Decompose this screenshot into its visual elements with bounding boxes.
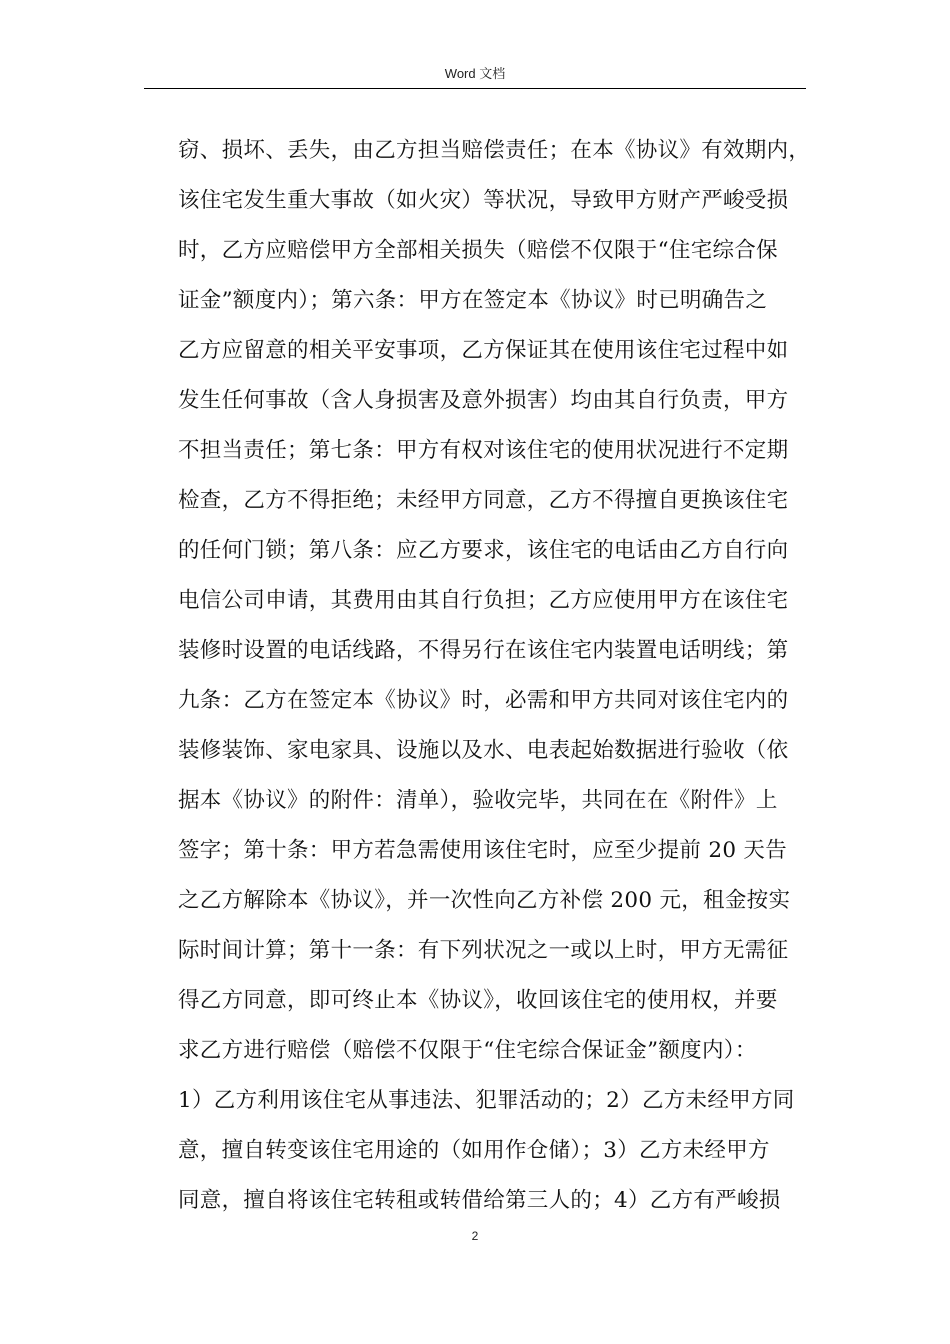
text-line: 签字；第十条：甲方若急需使用该住宅时，应至少提前 20 天告 [178, 838, 788, 863]
text-line: 九条：乙方在签定本《协议》时，必需和甲方共同对该住宅内的 [178, 688, 789, 713]
document-body [178, 126, 818, 1226]
text-line: 时，乙方应赔偿甲方全部相关损失（赔偿不仅限于“住宅综合保 [178, 238, 778, 263]
text-line: 同意，擅自将该住宅转租或转借给第三人的；4）乙方有严峻损 [178, 1188, 781, 1213]
text-line: 装修时设置的电话线路，不得另行在该住宅内装置电话明线；第 [178, 638, 789, 663]
text-line: 检查，乙方不得拒绝；未经甲方同意，乙方不得擅自更换该住宅 [178, 488, 789, 513]
text-line: 际时间计算；第十一条：有下列状况之一或以上时，甲方无需征 [178, 938, 789, 963]
text-line: 该住宅发生重大事故（如火灾）等状况，导致甲方财产严峻受损 [178, 188, 789, 213]
text-line: 装修装饰、家电家具、设施以及水、电表起始数据进行验收（依 [178, 738, 789, 763]
text-line: 不担当责任；第七条：甲方有权对该住宅的使用状况进行不定期 [178, 438, 789, 463]
text-line: 据本《协议》的附件：清单），验收完毕，共同在在《附件》上 [178, 788, 778, 813]
page-header: Word 文档 [444, 66, 506, 81]
text-line: 求乙方进行赔偿（赔偿不仅限于“住宅综合保证金”额度内）： [178, 1038, 757, 1063]
text-line: 得乙方同意，即可终止本《协议》，收回该住宅的使用权，并要 [178, 988, 778, 1013]
text-line: 窃、损坏、丢失，由乙方担当赔偿责任；在本《协议》有效期内， [178, 138, 811, 163]
text-line: 乙方应留意的相关平安事项，乙方保证其在使用该住宅过程中如 [178, 338, 789, 363]
header-divider [144, 88, 806, 89]
text-line: 证金”额度内）；第六条：甲方在签定本《协议》时已明确告之 [178, 288, 768, 313]
text-line: 之乙方解除本《协议》，并一次性向乙方补偿 200 元，租金按实 [178, 888, 791, 913]
text-line: 的任何门锁；第八条：应乙方要求，该住宅的电话由乙方自行向 [178, 538, 789, 563]
page-number: 2 [471, 1229, 479, 1243]
text-line: 电信公司申请，其费用由其自行负担；乙方应使用甲方在该住宅 [178, 588, 789, 613]
text-line: 意，擅自转变该住宅用途的（如用作仓储）；3）乙方未经甲方 [178, 1138, 770, 1163]
text-line: 1）乙方利用该住宅从事违法、犯罪活动的；2）乙方未经甲方同 [178, 1088, 795, 1113]
text-line: 发生任何事故（含人身损害及意外损害）均由其自行负责，甲方 [178, 388, 789, 413]
